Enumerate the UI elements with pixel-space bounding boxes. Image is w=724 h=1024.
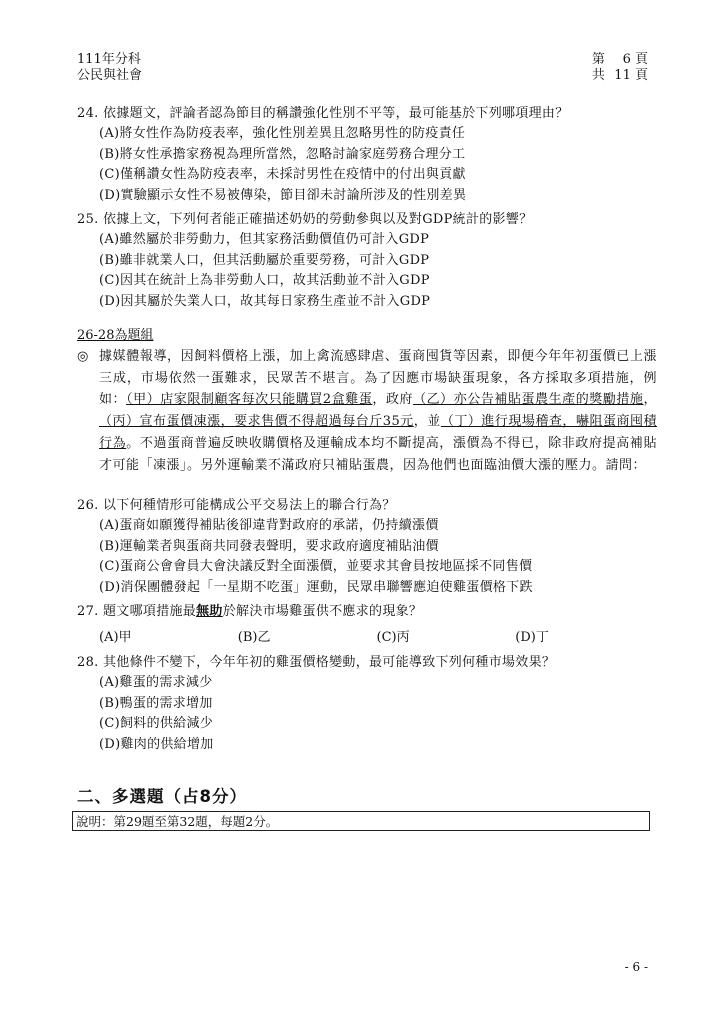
option-d: (D)雞肉的供給增加 <box>99 736 214 752</box>
option-d: (D)因其屬於失業人口，故其每日家務生產並不計入GDP <box>99 293 431 309</box>
question-24 <box>77 104 654 206</box>
option-b: (B)雖非就業人口，但其活動屬於重要勞務，可計入GDP <box>99 252 430 268</box>
exam-subject-name: 公民與社會 <box>77 68 143 83</box>
measure-ding: （丁）進行現場稽查，嚇阻蛋商囤積行為 <box>99 414 657 451</box>
section-title: 二、多選題（占8分） <box>77 787 247 806</box>
option-c: (C)因其在統計上為非勞動人口，故其活動並不計入GDP <box>99 273 430 288</box>
header-right <box>592 52 648 84</box>
question-stem: 24. 依據題文，評論者認為節目的稱讚強化性別不平等，最可能基於下列哪項理由？ <box>77 106 569 121</box>
emphasis-word: 無助 <box>196 604 223 619</box>
option-b: (B)運輸業者與蛋商共同發表聲明，要求政府適度補貼油價 <box>99 538 439 554</box>
option-d: (D)消保團體發起「一星期不吃蛋」運動，民眾串聯響應迫使雞蛋價格下跌 <box>99 579 533 595</box>
options-row <box>77 628 654 648</box>
option-b: (B)鴨蛋的需求增加 <box>99 695 213 711</box>
question-27 <box>77 602 654 648</box>
option-d: (D)丁 <box>515 630 549 645</box>
option-a: (A)將女性作為防疫表率，強化性別差異且忽略男性的防疫責任 <box>99 126 466 141</box>
question-26 <box>77 496 654 598</box>
option-a: (A)雖然屬於非勞動力，但其家務活動價值仍可計入GDP <box>99 232 430 247</box>
option-a: (A)甲 <box>99 630 132 645</box>
passage-marker: ◎ <box>77 349 89 364</box>
option-c: (C)丙 <box>376 630 410 645</box>
option-c: (C)蛋商公會會員大會決議反對全面漲價，並要求其會員按地區採不同售價 <box>99 559 533 574</box>
measure-bing: （丙）宣布蛋價凍漲，要求售價不得超過每台斤35元 <box>99 414 414 430</box>
page-indicator: 第 6 頁 <box>591 52 648 67</box>
question-28 <box>77 653 654 755</box>
question-stem: 28. 其他條件不變下，今年年初的雞蛋價格變動，最可能導致下列何種市場效果？ <box>77 655 556 670</box>
total-pages-indicator: 共 11 頁 <box>591 68 648 83</box>
instruction-box: 說明：第29題至第32題，每題2分。 <box>72 811 650 831</box>
passage-body: 據媒體報導，因飼料價格上漲，加上禽流感肆虐、蛋商囤貨等因素，即便今年年初蛋價已上漲三成，市場依然一蛋難求，民眾苦不堪言。為了因應市場缺蛋現象，各方採取多項措施，例如：（甲）店家限制顧客每次只能購買2盒雞蛋，政府（乙）亦公告補貼蛋農生產的獎勵措施，（丙）宣布蛋價凍漲，要求售價不得超過每台斤35元，並（丁）進行現場稽查，嚇阻蛋商囤積行為。不過蛋商普遍反映收購價格及運輸成本均不斷提高，漲價為不得已，除非政府提高補貼才可能「凍漲」。另外運輸業不滿政府只補貼蛋農，因為他們也面臨油價大漲的壓力。請問： <box>99 349 657 473</box>
option-a: (A)蛋商如願獲得補貼後卻違背對政府的承諾，仍持續漲價 <box>99 518 439 533</box>
option-a: (A)雞蛋的需求減少 <box>99 675 213 690</box>
header-left <box>77 52 142 84</box>
option-d: (D)實驗顯示女性不易被傳染，節目卻未討論所涉及的性別差異 <box>99 187 467 203</box>
option-b: (B)將女性承擔家務視為理所當然，忽略討論家庭勞務合理分工 <box>99 146 466 162</box>
reading-passage <box>77 346 657 476</box>
question-stem: 26. 以下何種情形可能構成公平交易法上的聯合行為？ <box>77 498 396 513</box>
question-stem: 27. 題文哪項措施最無助於解決市場雞蛋供不應求的現象？ <box>77 604 423 619</box>
measure-yi: （乙）亦公告補貼蛋農生產的獎勵措施 <box>413 392 644 408</box>
question-stem: 25. 依據上文，下列何者能正確描述奶奶的勞動參與以及對GDP統計的影響？ <box>77 212 533 227</box>
total-pages: 11 <box>614 68 631 83</box>
option-c: (C)飼料的供給減少 <box>99 716 214 731</box>
question-25 <box>77 210 654 312</box>
measure-jia: （甲）店家限制顧客每次只能購買2盒雞蛋 <box>126 392 373 408</box>
exam-year-subject: 111年分科 <box>77 52 141 67</box>
page-footer: - 6 - <box>624 960 648 974</box>
page-number: 6 <box>622 52 631 67</box>
question-group-title: 26-28為題組 <box>77 328 154 343</box>
option-c: (C)僅稱讚女性為防疫表率，未採討男性在疫情中的付出與貢獻 <box>99 167 466 182</box>
option-b: (B)乙 <box>237 630 271 645</box>
